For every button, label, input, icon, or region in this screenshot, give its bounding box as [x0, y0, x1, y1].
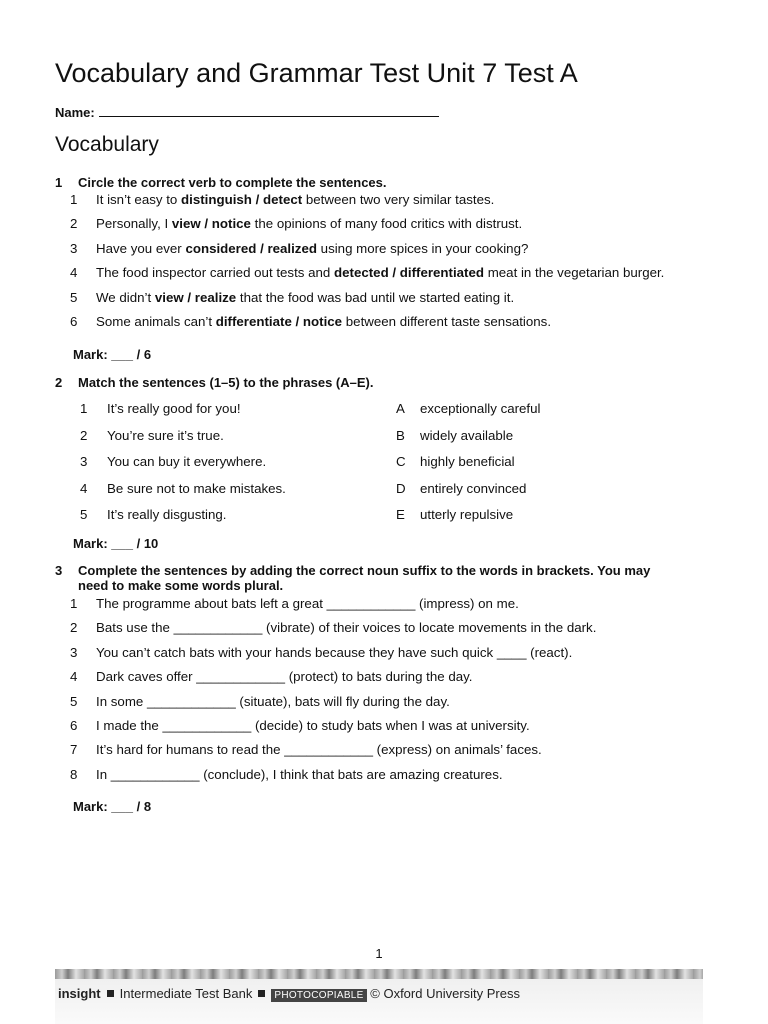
matching-table — [80, 396, 640, 529]
phrase-letter: C — [396, 454, 406, 469]
sentence-text: You’re sure it’s true. — [107, 427, 224, 443]
item-number: 4 — [70, 669, 78, 685]
verb-choices: detected / differentiated — [334, 265, 485, 281]
question-number: 1 — [55, 175, 63, 190]
sentence-item — [70, 763, 596, 787]
sentence-item — [70, 738, 596, 762]
item-number: 7 — [70, 742, 78, 758]
square-bullet-icon — [258, 990, 265, 997]
item-number: 3 — [70, 644, 78, 660]
question-instruction: Match the sentences (1–5) to the phrases (A–E). — [78, 375, 374, 390]
question-number: 2 — [55, 375, 63, 390]
name-field — [55, 104, 439, 120]
matching-row — [80, 502, 640, 529]
sentence-text: Bats use the ____________ (vibrate) of their voices to locate movements in the dark. — [96, 620, 597, 636]
sentence-number: 5 — [80, 507, 88, 522]
phrase-text: widely available — [420, 427, 514, 443]
phrase-text: entirely convinced — [420, 480, 527, 496]
question-1-items — [70, 188, 664, 334]
footer-decorative-strip — [55, 969, 703, 979]
phrase-letter: E — [396, 507, 405, 522]
name-label: Name: — [55, 105, 95, 120]
book-title: Intermediate Test Bank — [119, 986, 253, 1001]
item-number: 2 — [70, 216, 78, 232]
brand-logo: insight — [58, 986, 101, 1001]
sentence-text: You can’t catch bats with your hands because they have such quick ____ (react). — [96, 644, 573, 660]
page-title: Vocabulary and Grammar Test Unit 7 Test A — [55, 58, 578, 88]
sentence-item — [70, 616, 596, 640]
sentence-item: 1 It isn’t easy to distinguish / detect between two very similar tastes. — [70, 188, 664, 212]
page-number: 1 — [375, 946, 383, 961]
sentence-item: 3 Have you ever considered / realized using more spices in your cooking? — [70, 237, 664, 261]
sentence-item: 6 Some animals can’t differentiate / notice between different taste sensations. — [70, 310, 664, 334]
sentence-text: The programme about bats left a great ____________ (impress) on me. — [96, 596, 519, 611]
sentence-item — [70, 592, 596, 616]
sentence-text: In ____________ (conclude), I think that bats are amazing creatures. — [96, 766, 503, 782]
question-2-heading — [55, 375, 373, 390]
phrase-text: utterly repulsive — [420, 507, 514, 522]
question-1-mark: Mark: ___ / 6 — [73, 347, 152, 362]
verb-choices: view / realize — [154, 289, 237, 305]
publisher: © Oxford University Press — [370, 986, 520, 1001]
question-3-heading — [55, 563, 685, 593]
square-bullet-icon — [107, 990, 114, 997]
item-number: 3 — [70, 240, 78, 256]
sentence-text: It’s hard for humans to read the ____________ (express) on animals’ faces. — [96, 742, 542, 758]
item-number: 1 — [70, 596, 78, 611]
sentence-item — [70, 665, 596, 689]
sentence-item: 4 The food inspector carried out tests and detected / differentiated meat in the vegetarian burger. — [70, 261, 664, 285]
phrase-text: highly beneficial — [420, 454, 515, 469]
sentence-text: It’s really good for you! — [107, 401, 241, 416]
question-2-mark: Mark: ___ / 10 — [73, 536, 159, 551]
footer — [58, 986, 520, 1001]
sentence-item — [70, 714, 596, 738]
item-number: 8 — [70, 766, 78, 782]
question-number: 3 — [55, 563, 63, 578]
sentence-number: 3 — [80, 454, 88, 469]
sentence-text: You can buy it everywhere. — [107, 454, 267, 469]
photocopiable-stamp: PHOTOCOPIABLE — [271, 989, 366, 1002]
sentence-item — [70, 690, 596, 714]
phrase-letter: D — [396, 480, 406, 496]
name-blank-line — [99, 104, 439, 117]
sentence-item — [70, 641, 596, 665]
item-number: 5 — [70, 289, 78, 305]
item-number: 5 — [70, 693, 78, 709]
item-number: 2 — [70, 620, 78, 636]
verb-choices: view / notice — [171, 216, 251, 232]
verb-choices: differentiate / notice — [215, 313, 343, 329]
matching-row — [80, 476, 640, 503]
sentence-text: Dark caves offer ____________ (protect) to bats during the day. — [96, 669, 473, 685]
phrase-letter: A — [396, 401, 405, 416]
verb-choices: distinguish / detect — [181, 192, 303, 207]
matching-row — [80, 449, 640, 476]
item-number: 4 — [70, 265, 78, 281]
matching-row — [80, 423, 640, 450]
sentence-text: In some ____________ (situate), bats will fly during the day. — [96, 693, 450, 709]
question-instruction: Circle the correct verb to complete the sentences. — [78, 175, 387, 190]
phrase-letter: B — [396, 427, 405, 443]
sentence-number: 2 — [80, 427, 88, 443]
sentence-number: 1 — [80, 401, 88, 416]
phrase-text: exceptionally careful — [420, 401, 541, 416]
section-title: Vocabulary — [55, 133, 159, 156]
verb-choices: considered / realized — [185, 240, 317, 256]
question-instruction: Complete the sentences by adding the correct noun suffix to the words in brackets. You may need to make some words plural. — [78, 563, 651, 593]
item-number: 6 — [70, 717, 78, 733]
question-3-mark: Mark: ___ / 8 — [73, 799, 152, 814]
sentence-item: 2 Personally, I view / notice the opinions of many food critics with distrust. — [70, 212, 664, 236]
sentence-text: I made the ____________ (decide) to study bats when I was at university. — [96, 717, 530, 733]
matching-row — [80, 396, 640, 423]
sentence-text: Be sure not to make mistakes. — [107, 480, 286, 496]
sentence-number: 4 — [80, 480, 88, 496]
item-number: 1 — [70, 192, 78, 207]
sentence-text: It’s really disgusting. — [107, 507, 227, 522]
item-number: 6 — [70, 313, 78, 329]
question-3-items — [70, 592, 596, 787]
sentence-item: 5 We didn’t view / realize that the food was bad until we started eating it. — [70, 286, 664, 310]
